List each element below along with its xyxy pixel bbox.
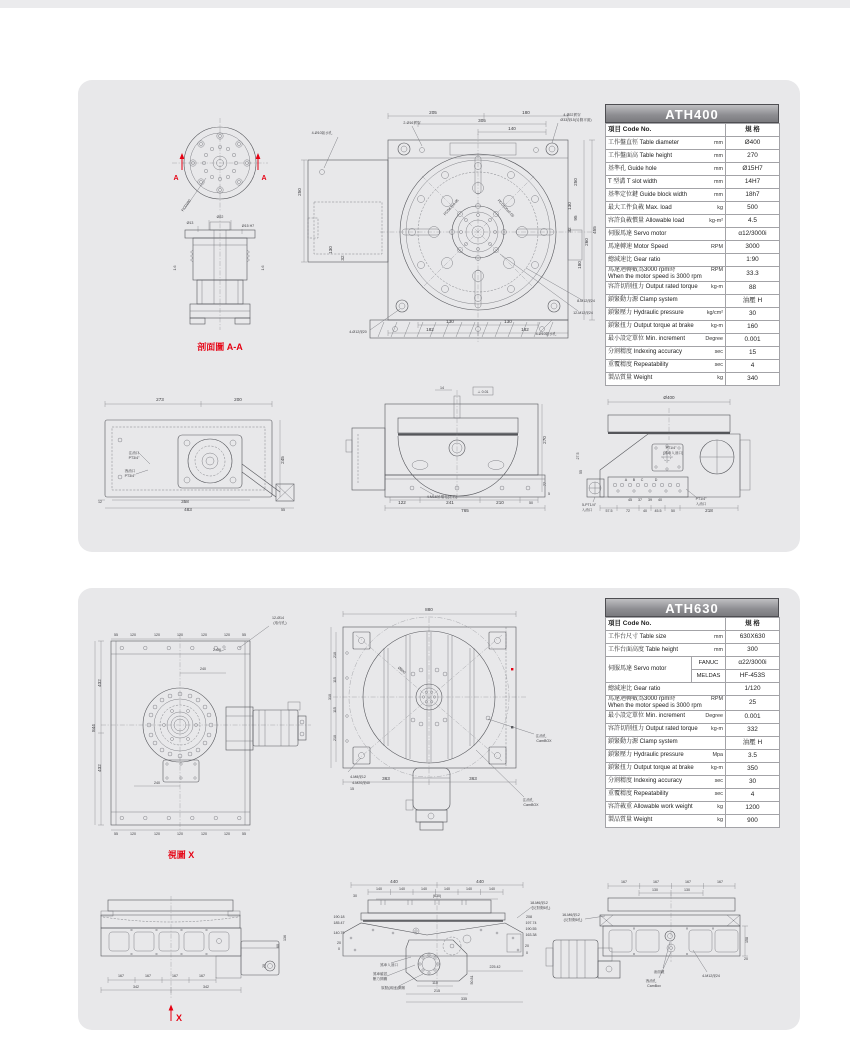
dim-label: 363 — [382, 776, 390, 781]
spec-cell: 容許切削扭力 Output rated torque kg-m — [606, 281, 726, 294]
dim-label: 215 — [434, 989, 440, 993]
dim-label: 120 — [154, 633, 160, 637]
dim-label: 20 — [262, 964, 266, 968]
spec-cell: 總減速比 Gear ratio — [606, 683, 726, 696]
view-label: A — [173, 175, 179, 182]
dim-label: 14 — [440, 386, 444, 390]
dim-label: 30 — [353, 894, 357, 898]
dim-label: 440 — [476, 879, 484, 884]
plan400-labels — [297, 110, 597, 336]
dim-label: 55 — [281, 508, 285, 512]
dim-label: 440 — [390, 879, 398, 884]
dim-label: Ø13 — [186, 221, 194, 225]
dim-label: 50.81 — [470, 975, 474, 985]
dim-label: 120 — [130, 633, 136, 637]
spec-cell: 最小設定單位 Min. increment Degree — [606, 333, 726, 346]
spec-cell: 3000 — [726, 241, 780, 254]
dim-label: 120 — [224, 633, 230, 637]
dim-label: 130 — [446, 319, 454, 324]
ath630-rear-view — [546, 883, 748, 978]
view-label: X — [175, 1013, 183, 1023]
dim-label: 310 — [328, 694, 332, 700]
dim-label: 4-M12深24 — [702, 974, 720, 978]
spec-cell: 鎖緊壓力 Hydraulic pressure kg/cm² — [606, 307, 726, 320]
dim-label: 4-Ø22貫穿 — [563, 113, 581, 117]
dim-label: 煞車入油口 — [380, 963, 398, 967]
dim-label: 40 — [658, 498, 662, 502]
spec-cell: Ø15H7 — [726, 163, 780, 176]
dim-label: 120 — [177, 832, 183, 836]
dim-label: 120 — [224, 832, 230, 836]
spec-cell: 伺服馬達 Servo motor — [606, 657, 692, 683]
dim-label: 油面鏡 — [653, 970, 665, 974]
viewx-labels — [91, 616, 287, 860]
dim-label: 115 — [333, 677, 337, 683]
dim-label: D — [654, 478, 658, 482]
dim-label: 55 — [579, 470, 583, 474]
dim-label: 342 — [133, 985, 139, 989]
ath630-spec — [605, 598, 779, 828]
dim-label: 180 — [577, 261, 582, 269]
dim-label: 1.6 — [261, 265, 265, 271]
dim-label: 4-M20深40 — [352, 781, 370, 785]
dim-label: 210 — [333, 652, 337, 658]
dim-label: 305 — [478, 118, 486, 123]
dim-label: 2-Ø6 — [213, 648, 221, 652]
spec-cell: 鎖緊扭力 Output torque at brake kg-m — [606, 762, 726, 775]
dim-label: PT1/4" — [695, 497, 707, 501]
ath630-viewx-drawing — [93, 608, 328, 876]
dim-label: 60 — [276, 944, 280, 948]
ath400-side-view — [587, 399, 750, 511]
dim-label: 140 — [421, 887, 427, 891]
dim-label: 136 — [283, 935, 287, 941]
spec-cell: 最大工件負載 Max. load kg — [606, 202, 726, 215]
dim-label: 210 — [333, 735, 337, 741]
dim-label: 130 — [328, 246, 333, 254]
spec-cell: 300 — [726, 644, 780, 657]
dim-label: (反對側6孔) — [563, 918, 583, 922]
dim-label: 197.74 — [525, 921, 537, 925]
dim-label: 273 — [156, 397, 164, 402]
dim-label: PCD63±0.05 — [442, 198, 460, 217]
view-label: A — [261, 175, 267, 182]
section-labels — [173, 175, 267, 352]
dim-label: 130 — [652, 888, 658, 892]
ath400-rear-view — [98, 401, 294, 508]
spec-cell: 馬達轉速 Motor Speed RPM — [606, 241, 726, 254]
dim-label: 130 — [684, 888, 690, 892]
spec-cell: 鎖緊壓力 Hydraulic pressure Mpa — [606, 749, 726, 762]
ath400-col-item: 項目 Code No. — [606, 124, 726, 137]
dim-label: 358 — [181, 499, 189, 504]
spec-cell: 油壓 H — [726, 736, 780, 749]
ath400-section-drawing — [160, 118, 310, 383]
dim-label: CamBox — [647, 984, 661, 988]
dim-label: 72 — [626, 509, 630, 513]
dim-label: 205 — [429, 110, 437, 115]
dim-label: 0 — [338, 947, 340, 951]
dim-label: 20 — [525, 944, 529, 948]
dim-label: 120 — [154, 832, 160, 836]
dim-label: (煞車入油口) — [662, 451, 684, 455]
ath400-panel — [78, 80, 800, 552]
spec-cell: 4 — [726, 788, 780, 801]
dim-label: 140 — [508, 126, 516, 131]
spec-cell: 25 — [726, 696, 780, 711]
dim-label: (反對側6孔) — [531, 906, 551, 910]
dim-label: 煞車確認 — [372, 972, 388, 976]
dim-label: 844 — [91, 724, 96, 732]
ath630-col-item: 項目 Code No. — [606, 618, 726, 631]
dim-label: 765 — [461, 508, 469, 513]
spec-cell: 伺服馬達 Servo motor — [606, 228, 726, 241]
spec-cell: 重覆精度 Repeatability sec — [606, 788, 726, 801]
dim-label: Ø15 H7 — [241, 224, 255, 228]
spec-cell: 18h7 — [726, 189, 780, 202]
dim-label: 140 — [376, 887, 382, 891]
dim-label: 182 — [426, 327, 434, 332]
dim-label: 2-Ø16貫穿 — [403, 121, 421, 125]
dim-label: PT1/4" — [665, 446, 677, 450]
dim-label: 167 — [717, 880, 723, 884]
spec-cell: 工作台尺寸 Table size mm — [606, 631, 726, 644]
spec-cell: 工作盤面高 Table height mm — [606, 150, 726, 163]
dim-label: Ø400 — [663, 395, 675, 400]
dim-label: 342 — [203, 985, 209, 989]
spec-cell: 1200 — [726, 801, 780, 814]
dim-label: CamBOX — [523, 803, 539, 807]
spec-cell: 1:90 — [726, 254, 780, 267]
dim-label: 洩油口 — [124, 469, 136, 473]
dim-label: A — [624, 478, 628, 482]
dim-label: 120 — [201, 633, 207, 637]
spec-cell: 500 — [726, 202, 780, 215]
spec-cell: 332 — [726, 723, 780, 736]
spec-cell: T 型溝 T slot width mm — [606, 176, 726, 189]
dim-label: (630) — [432, 894, 442, 898]
spec-cell: 基準定位鍵 Guide block width mm — [606, 189, 726, 202]
spec-cell: 分割精度 Indexing accuracy sec — [606, 775, 726, 788]
spec-cell: 容許負載慣量 Allowable load kg-m² — [606, 215, 726, 228]
dim-label: 18-M6深12 — [530, 901, 548, 905]
dim-label: 120 — [130, 832, 136, 836]
dim-label: 185.47 — [333, 921, 345, 925]
dim-label: PCD100±0.05 — [496, 198, 515, 219]
spec-cell: 0.001 — [726, 710, 780, 723]
dim-label: 45 — [628, 498, 632, 502]
dim-label: 163.38 — [525, 933, 537, 937]
dim-label: 363 — [469, 776, 477, 781]
dim-label: 77 — [543, 482, 547, 486]
dim-label: 225.42 — [489, 965, 501, 969]
ath400-plan-drawing — [297, 110, 600, 348]
spec-cell: MELDAS — [692, 670, 726, 683]
dim-label: 20 — [744, 957, 748, 961]
dim-label: 335 — [461, 997, 467, 1001]
spec-cell: 14H7 — [726, 176, 780, 189]
dim-label: 5 — [548, 492, 550, 496]
ath630-plan-view — [331, 611, 534, 830]
dim-label: 167 — [118, 974, 124, 978]
dim-label: 167 — [621, 880, 627, 884]
spec-cell: 馬達迴轉數為3000 rpm時 When the motor speed is 3000 rpm RPM — [606, 267, 726, 282]
ath630-panel — [78, 588, 800, 1030]
dim-label: 50 — [529, 501, 533, 505]
spec-cell: 容許切削扭力 Output rated torque kg-m — [606, 723, 726, 736]
spec-cell: 鎖緊動力源 Clamp system — [606, 294, 726, 307]
spec-cell: FANUC — [692, 657, 726, 670]
dim-label: 55 — [114, 633, 118, 637]
dim-label: PCD280 — [180, 198, 192, 213]
dim-label: 182 — [521, 327, 529, 332]
dim-label: Ø22 — [216, 215, 224, 219]
dim-label: 167 — [199, 974, 205, 978]
dim-label: 4-Ø10臥水孔 — [311, 131, 333, 135]
dim-label: 0 — [526, 951, 528, 955]
dim-label: 483 — [184, 507, 192, 512]
dim-label: 110 — [432, 981, 438, 985]
dim-label: 140 — [466, 887, 472, 891]
dim-label: 250 — [573, 178, 578, 186]
dim-label: C — [640, 478, 644, 482]
ath630-front-view — [101, 896, 279, 1021]
dim-label: 注油口 — [128, 451, 140, 455]
dim-label: 原點(減速)開關 — [381, 986, 405, 990]
dim-label: CamBOX — [536, 739, 552, 743]
dim-label: 55 — [242, 832, 246, 836]
dim-label: 55 — [242, 633, 246, 637]
spec-cell: 油壓 H — [726, 294, 780, 307]
spec-cell: 製品質量 Weight kg — [606, 814, 726, 827]
dim-label: 140 — [444, 887, 450, 891]
spec-cell: 重覆精度 Repeatability sec — [606, 359, 726, 372]
dim-label: 入油口 — [695, 502, 707, 506]
dim-label: PT3/4" — [124, 474, 136, 478]
dim-label: 190.18 — [333, 915, 345, 919]
dim-label: 12-Ø14 — [272, 616, 284, 620]
dim-label: 240 — [200, 667, 206, 671]
dim-label: 57.5 — [605, 509, 613, 513]
dim-label: 120 — [177, 633, 183, 637]
spec-cell: 160 — [726, 320, 780, 333]
spec-cell: 馬達迴轉數為3000 rpm時 When the motor speed is 3000 rpm RPM — [606, 696, 726, 711]
dim-label: 190.55 — [525, 927, 537, 931]
dim-label: 455 — [592, 226, 597, 234]
flange-top-view — [172, 118, 268, 211]
dim-label: 241 — [446, 500, 454, 505]
dim-label: 32 — [567, 227, 572, 233]
dim-label: 140 — [399, 887, 405, 891]
dim-label: 55 — [114, 832, 118, 836]
dim-label: 167 — [653, 880, 659, 884]
ath400-rows — [606, 137, 780, 386]
spec-cell: 總減速比 Gear ratio — [606, 254, 726, 267]
dim-label: 入油口 — [581, 508, 593, 512]
dim-label: 245 — [280, 456, 285, 464]
ath400-spec — [605, 104, 779, 386]
dim-label: 4-Ø12深20 — [349, 330, 367, 334]
ath630-plan-drawing — [328, 598, 600, 848]
dim-label: 158 — [745, 937, 749, 943]
dim-label: Ø800 — [397, 665, 407, 675]
dim-label: 4-M16吊環孔(左右) — [426, 495, 458, 499]
ath400-elevations-drawing — [90, 380, 790, 550]
dim-label: ⊥ 0.01 — [477, 390, 489, 394]
dim-label: 130 — [504, 319, 512, 324]
dim-label: 140.79 — [333, 931, 345, 935]
dim-label: 260 — [584, 238, 589, 246]
dim-label: 432 — [97, 764, 102, 772]
spec-cell: 900 — [726, 814, 780, 827]
dim-label: 27.5 — [576, 452, 580, 460]
dim-label: 95 — [573, 215, 578, 221]
dim-label: 45.5 — [654, 509, 662, 513]
spec-cell: 630X630 — [726, 631, 780, 644]
ath630-rows — [606, 631, 780, 828]
dim-label: 20 — [337, 941, 341, 945]
ath630-table — [605, 617, 780, 828]
dim-label: Ø33深15(另側平面) — [560, 118, 592, 122]
dim-label: 200 — [234, 397, 242, 402]
ath400-plan-view — [301, 113, 595, 342]
spec-cell: 4.5 — [726, 215, 780, 228]
spec-cell: 鎖緊動力源 Clamp system — [606, 736, 726, 749]
dim-label: (取付孔) — [273, 621, 287, 625]
dim-label: 140 — [489, 887, 495, 891]
dim-label: PT3/4" — [128, 456, 140, 460]
dim-label: 1.6 — [173, 265, 177, 271]
spec-cell: 4 — [726, 359, 780, 372]
spec-cell: 15 — [726, 346, 780, 359]
dim-label: 218 — [705, 508, 713, 513]
spec-cell: 33.3 — [726, 267, 780, 282]
page-top-strip — [0, 0, 850, 8]
spec-cell: 基準孔 Guide hole mm — [606, 163, 726, 176]
spec-cell: Ø400 — [726, 137, 780, 150]
ath630-title: ATH630 — [605, 598, 779, 617]
dim-label: 37 — [638, 498, 642, 502]
dim-label: 壓力開關 — [372, 977, 388, 981]
spec-cell: 3.5 — [726, 749, 780, 762]
dim-label: 250 — [297, 188, 302, 196]
dim-label: 208 — [526, 915, 532, 919]
dim-label: 16-M6深12 — [562, 913, 580, 917]
ath400-table — [605, 123, 780, 386]
spec-cell: 88 — [726, 281, 780, 294]
ath400-col-spec: 規 格 — [726, 124, 780, 137]
spec-cell: 製品質量 Weight kg — [606, 372, 726, 385]
dim-label: 130 — [567, 202, 572, 210]
spec-cell: HF-453S — [726, 670, 780, 683]
spec-cell: α12/3000i — [726, 228, 780, 241]
plan630-labels — [328, 607, 552, 807]
dim-label: 167 — [685, 880, 691, 884]
dim-label: 270 — [542, 436, 547, 444]
dim-label: 880 — [425, 607, 433, 612]
spec-cell: 0.001 — [726, 333, 780, 346]
dim-label: 40 — [643, 509, 647, 513]
dim-label: 122 — [398, 500, 406, 505]
dim-label: 39 — [648, 498, 652, 502]
dim-label: 12 — [98, 500, 102, 504]
side400-labels — [98, 386, 713, 513]
ath400-title: ATH400 — [605, 104, 779, 123]
ath400-front-view — [346, 387, 545, 511]
dim-label: 15 — [350, 787, 354, 791]
dim-label: 4-M8深12 — [350, 775, 366, 779]
dim-label: 4-Ø10臥水孔 — [535, 332, 557, 336]
dim-label: 50 — [671, 509, 675, 513]
dim-label: 167 — [172, 974, 178, 978]
dim-label: 洩油孔 — [645, 979, 657, 983]
dim-label: 210 — [496, 500, 504, 505]
view-label: 視圖 X — [167, 850, 195, 860]
dim-label: 8-M12深24 — [577, 299, 595, 303]
spec-cell: 最小設定單位 Min. increment Degree — [606, 710, 726, 723]
dim-label: B — [632, 478, 636, 482]
ath630-section-view — [343, 882, 533, 1002]
dim-label: 32 — [340, 255, 345, 261]
spec-cell: 340 — [726, 372, 780, 385]
spec-cell: 270 — [726, 150, 780, 163]
spec-cell: 工作盤直徑 Table diameter mm — [606, 137, 726, 150]
dim-label: 432 — [97, 679, 102, 687]
spec-cell: 30 — [726, 307, 780, 320]
spec-cell: α22/3000i — [726, 657, 780, 670]
dim-label: 180 — [522, 110, 530, 115]
spec-cell: 分割精度 Indexing accuracy sec — [606, 346, 726, 359]
ath630-view-x — [95, 626, 311, 832]
spec-cell: 1/120 — [726, 683, 780, 696]
dim-label: 240 — [154, 781, 160, 785]
dim-label: 注油孔 — [535, 734, 547, 738]
dim-label: 注油孔 — [522, 798, 534, 802]
section-view-aa — [185, 214, 255, 330]
spec-cell: 350 — [726, 762, 780, 775]
dim-label: 167 — [145, 974, 151, 978]
ath630-elevations-drawing — [93, 878, 793, 1030]
spec-cell: 鎖緊扭力 Output torque at brake kg-m — [606, 320, 726, 333]
dim-label: 120 — [201, 832, 207, 836]
view-label: 剖面圖 A-A — [197, 342, 243, 352]
dim-label: 12-M12深24 — [573, 311, 593, 315]
spec-cell: 30 — [726, 775, 780, 788]
dim-label: 5-PT1/4" — [581, 503, 597, 507]
spec-cell: 容許載重 Allowable work weight kg — [606, 801, 726, 814]
spec-cell: 工作台面高度 Table height mm — [606, 644, 726, 657]
dim-label: 115 — [333, 707, 337, 713]
ath630-col-spec: 規 格 — [726, 618, 780, 631]
